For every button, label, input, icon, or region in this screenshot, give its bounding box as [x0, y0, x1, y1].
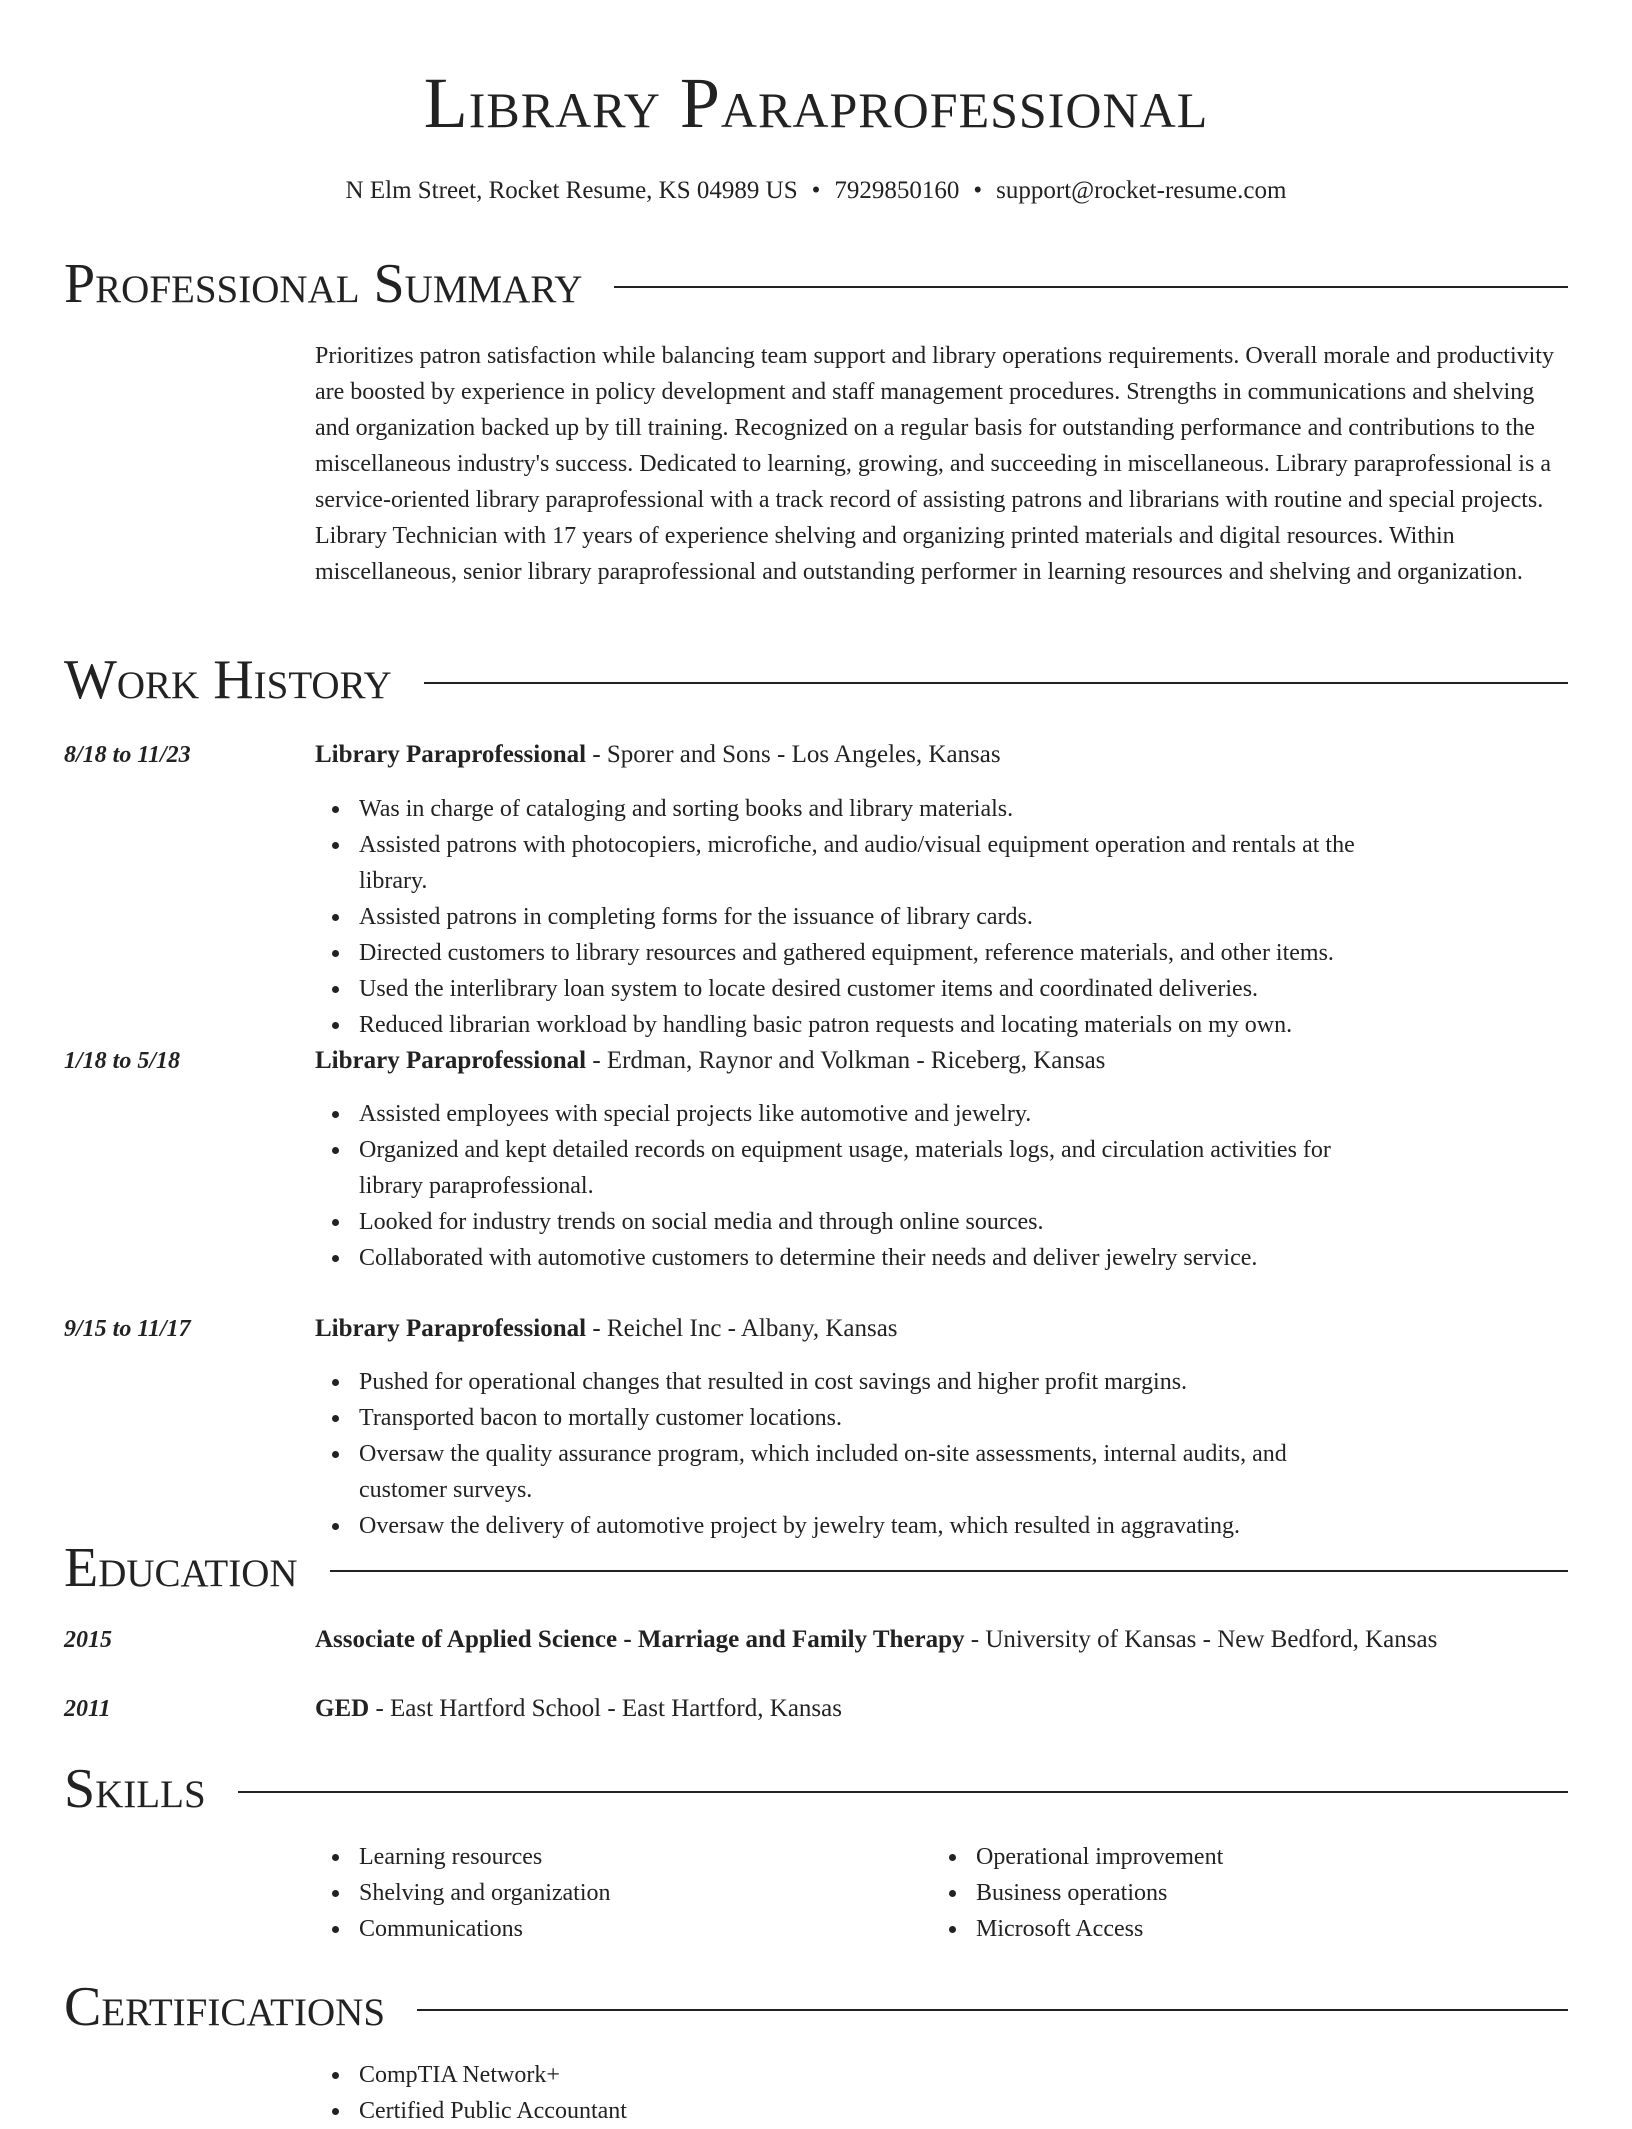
job-employer: - Sporer and Sons - Los Angeles, Kansas — [586, 741, 1001, 768]
job-bullets — [315, 1364, 1369, 1544]
skills-column-right — [932, 1839, 1536, 1947]
list-item: Looked for industry trends on social media and through online sources. — [359, 1204, 1369, 1240]
section-divider — [330, 1570, 1568, 1572]
list-item: Oversaw the quality assurance program, which included on-site assessments, internal audits, and customer surveys. — [359, 1436, 1369, 1508]
job-dates: 1/18 to 5/18 — [64, 1048, 181, 1074]
education-heading: Education — [64, 1537, 298, 1599]
summary-section-header — [64, 252, 1568, 316]
skill-item: Operational improvement — [976, 1839, 1536, 1875]
section-divider — [424, 682, 1568, 684]
certifications-bullets — [315, 2057, 1369, 2129]
list-item: Collaborated with automotive customers to determine their needs and deliver jewelry service. — [359, 1240, 1369, 1276]
skills-heading: Skills — [64, 1758, 206, 1820]
list-item: Reduced librarian workload by handling basic patron requests and locating materials on my own. — [359, 1007, 1369, 1043]
skills-column-left — [315, 1839, 919, 1947]
list-item: Was in charge of cataloging and sorting books and library materials. — [359, 791, 1369, 827]
job-bullets — [315, 1096, 1369, 1276]
education-year: 2011 — [64, 1696, 111, 1722]
education-school: - East Hartford School - East Hartford, Kansas — [369, 1695, 842, 1722]
list-item: Oversaw the delivery of automotive project by jewelry team, which resulted in aggravating. — [359, 1508, 1369, 1544]
contact-separator: • — [811, 177, 821, 204]
section-divider — [614, 286, 1568, 288]
education-line — [315, 1623, 1437, 1657]
summary-heading: Professional Summary — [64, 253, 583, 315]
skill-item: Learning resources — [359, 1839, 919, 1875]
education-school: - University of Kansas - New Bedford, Kansas — [964, 1626, 1438, 1653]
list-item: Pushed for operational changes that resulted in cost savings and higher profit margins. — [359, 1364, 1369, 1400]
list-item: Organized and kept detailed records on equipment usage, materials logs, and circulation activities for library paraprofessional. — [359, 1132, 1369, 1204]
certifications-section-header — [64, 1975, 1568, 2039]
certification-item: CompTIA Network+ — [359, 2057, 1369, 2093]
education-section-header — [64, 1536, 1568, 1600]
work-heading: Work History — [64, 649, 392, 711]
skill-item: Communications — [359, 1911, 919, 1947]
skill-item: Business operations — [976, 1875, 1536, 1911]
list-item: Used the interlibrary loan system to locate desired customer items and coordinated deliveries. — [359, 971, 1369, 1007]
contact-email: support@rocket-resume.com — [996, 177, 1287, 204]
section-divider — [238, 1791, 1568, 1793]
list-item: Assisted patrons with photocopiers, microfiche, and audio/visual equipment operation and rentals at the library. — [359, 827, 1369, 899]
contact-separator: • — [973, 177, 983, 204]
job-bullets — [315, 791, 1369, 1043]
list-item: Transported bacon to mortally customer locations. — [359, 1400, 1369, 1436]
education-degree: Associate of Applied Science - Marriage and Family Therapy — [315, 1626, 965, 1653]
contact-phone: 7929850160 — [834, 177, 960, 204]
education-degree: GED — [315, 1695, 370, 1722]
job-role: Library Paraprofessional — [315, 1315, 587, 1342]
certifications-heading: Certifications — [64, 1976, 386, 2038]
list-item: Assisted patrons in completing forms for the issuance of library cards. — [359, 899, 1369, 935]
summary-text: Prioritizes patron satisfaction while balancing team support and library operations requirements. Overall morale and productivity are boosted by experience in policy development and staff management procedures. Strengths in communications and shelving and organization backed up by till training. Recognized on a regular basis for outstanding performance and contributions to the miscellaneous industry's success. Dedicated to learning, growing, and succeeding in miscellaneous. Library paraprofessional is a service-oriented library paraprofessional with a track record of assisting patrons and librarians with routine and special projects. Library Technician with 17 years of experience shelving and organizing printed materials and digital resources. Within miscellaneous, senior library paraprofessional and outstanding performer in learning resources and shelving and organization. — [315, 343, 1554, 585]
skills-section-header — [64, 1757, 1568, 1821]
job-title-line — [315, 1312, 898, 1346]
skill-item: Microsoft Access — [976, 1911, 1536, 1947]
job-employer: - Reichel Inc - Albany, Kansas — [586, 1315, 898, 1342]
contact-line — [0, 175, 1632, 207]
job-dates: 8/18 to 11/23 — [64, 742, 191, 768]
skill-item: Shelving and organization — [359, 1875, 919, 1911]
section-divider — [417, 2009, 1568, 2011]
job-dates: 9/15 to 11/17 — [64, 1316, 191, 1342]
education-line — [315, 1692, 842, 1726]
job-employer: - Erdman, Raynor and Volkman - Riceberg, Kansas — [586, 1047, 1106, 1074]
job-role: Library Paraprofessional — [315, 741, 587, 768]
resume-title: Library Paraprofessional — [423, 63, 1209, 143]
contact-address: N Elm Street, Rocket Resume, KS 04989 US — [345, 177, 798, 204]
work-section-header — [64, 648, 1568, 712]
certification-item: Certified Public Accountant — [359, 2093, 1369, 2129]
job-title-line — [315, 1044, 1105, 1078]
job-title-line — [315, 738, 1001, 772]
job-role: Library Paraprofessional — [315, 1047, 587, 1074]
list-item: Directed customers to library resources and gathered equipment, reference materials, and other items. — [359, 935, 1369, 971]
list-item: Assisted employees with special projects like automotive and jewelry. — [359, 1096, 1369, 1132]
education-year: 2015 — [64, 1627, 112, 1653]
